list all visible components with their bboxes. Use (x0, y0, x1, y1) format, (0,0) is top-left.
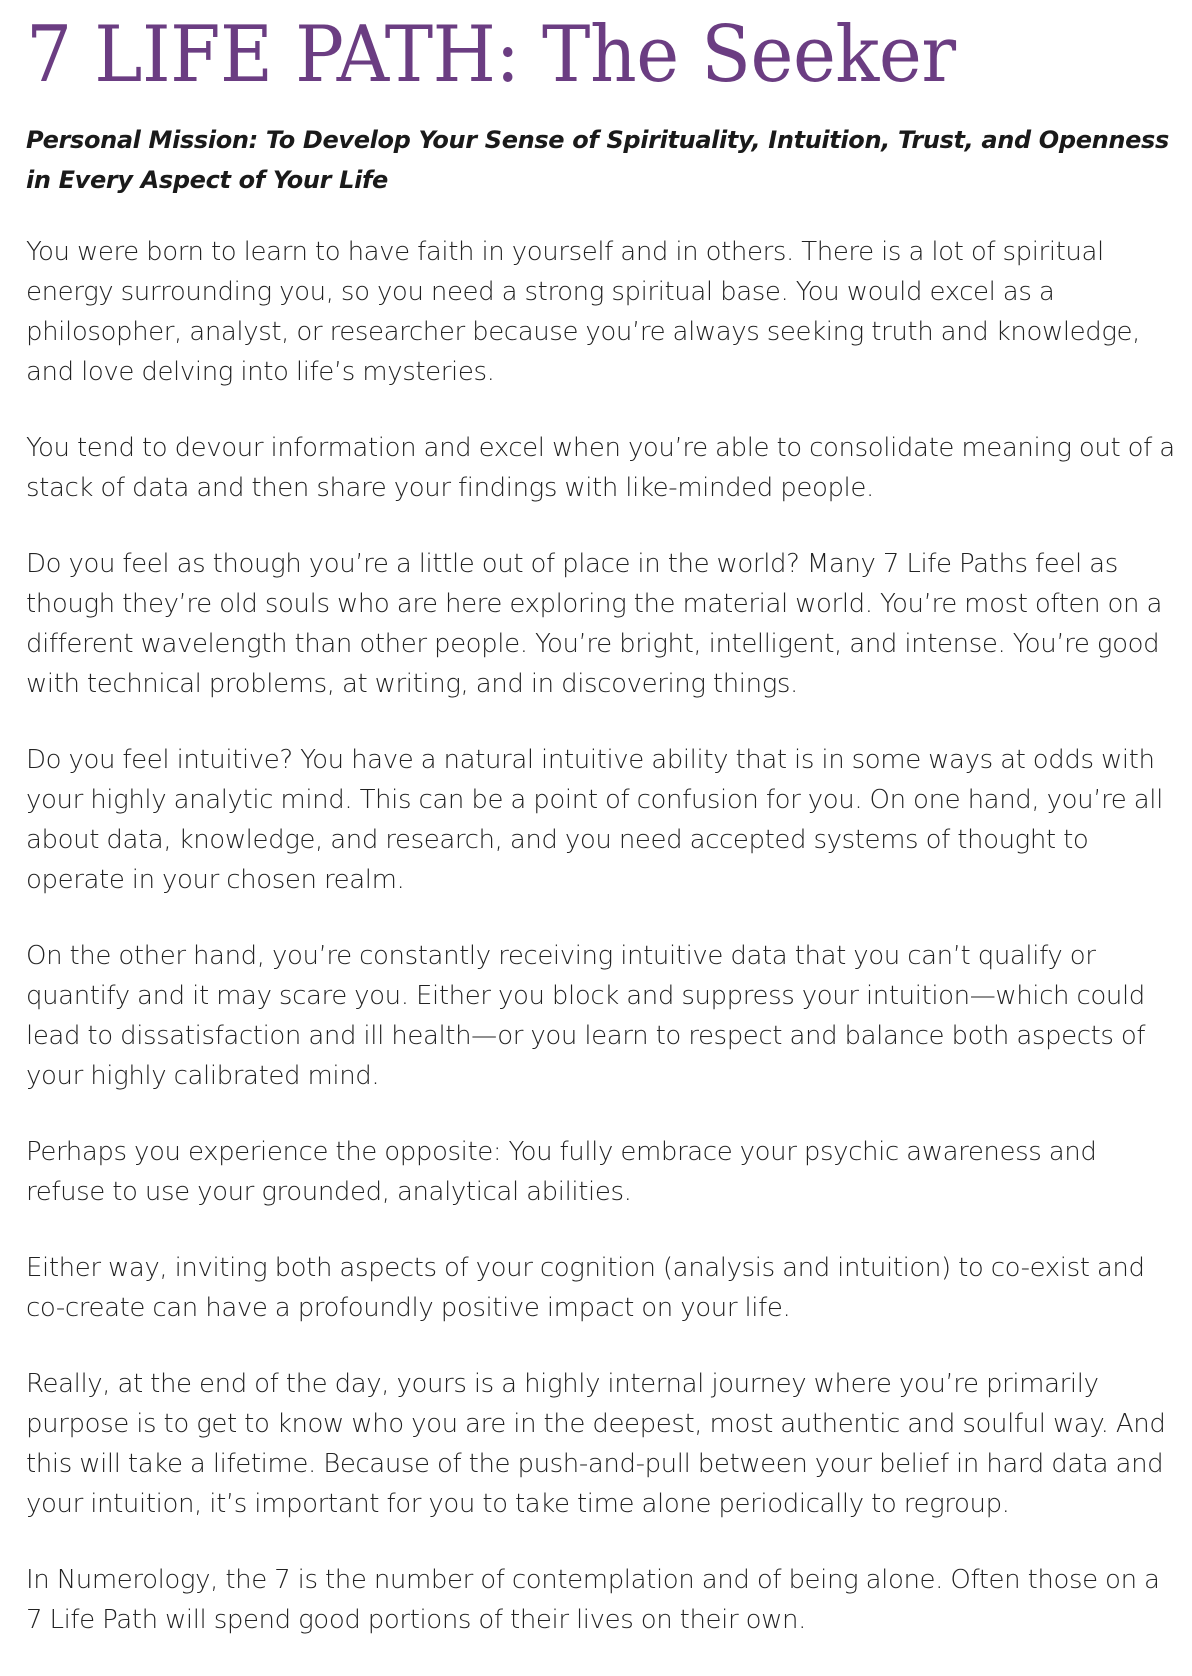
paragraph-6: Perhaps you experience the opposite: You fully embrace your psychic awareness and refuse to use your grounded, analytical abilities. (26, 1137, 1097, 1207)
paragraph-9: In Numerology, the 7 is the number of contemplation and of being alone. Often those on a 7 Life Path will spend good portions of their lives on their own. (26, 1565, 1160, 1635)
paragraph-3: Do you feel as though you’re a little out of place in the world? Many 7 Life Paths feel as though they’re old souls who are here exploring the material world. You’re most often on a different wavelength than other people. You’re bright, intelligent, and intense. You’re good with technical problems, at writing, and in discovering things. (26, 549, 1163, 699)
paragraph-7: Either way, inviting both aspects of your cognition (analysis and intuition) to co-exist and co-create can have a profoundly positive impact on your life. (26, 1253, 1145, 1323)
paragraph-8: Really, at the end of the day, yours is a highly internal journey where you’re primarily purpose is to get to know who you are in the deepest, most authentic and soulful way. And this will take a lifetime. Because of the push-and-pull between your belief in hard data and your intuition, it’s important for you to take time alone periodically to regroup. (26, 1369, 1166, 1519)
document-page (26, 0, 1176, 1676)
paragraph-5: On the other hand, you’re constantly receiving intuitive data that you can’t qualify or quantify and it may scare you. Either you block and suppress your intuition—which could lead to dissatisfaction and ill health—or you learn to respect and balance both aspects of your highly calibrated mind. (26, 941, 1146, 1091)
personal-mission: Personal Mission: To Develop Your Sense of Spirituality, Intuition, Trust, and Openness in Every Aspect of Your Life (26, 126, 1169, 194)
paragraph-4: Do you feel intuitive? You have a natural intuitive ability that is in some ways at odds with your highly analytic mind. This can be a point of confusion for you. On one hand, you’re all about data, knowledge, and research, and you need accepted systems of thought to operate in your chosen realm. (26, 745, 1163, 895)
paragraph-1: You were born to learn to have faith in yourself and in others. There is a lot of spiritual energy surrounding you, so you need a strong spiritual base. You would excel as a philosopher, analyst, or researcher because you’re always seeking truth and knowledge, and love delving into life’s mysteries. (26, 237, 1141, 387)
paragraph-2: You tend to devour information and excel when you’re able to consolidate meaning out of a stack of data and then share your findings with like-minded people. (26, 433, 1175, 503)
body-text (26, 232, 1176, 1640)
page-title: 7 LIFE PATH: The Seeker (26, 10, 956, 100)
